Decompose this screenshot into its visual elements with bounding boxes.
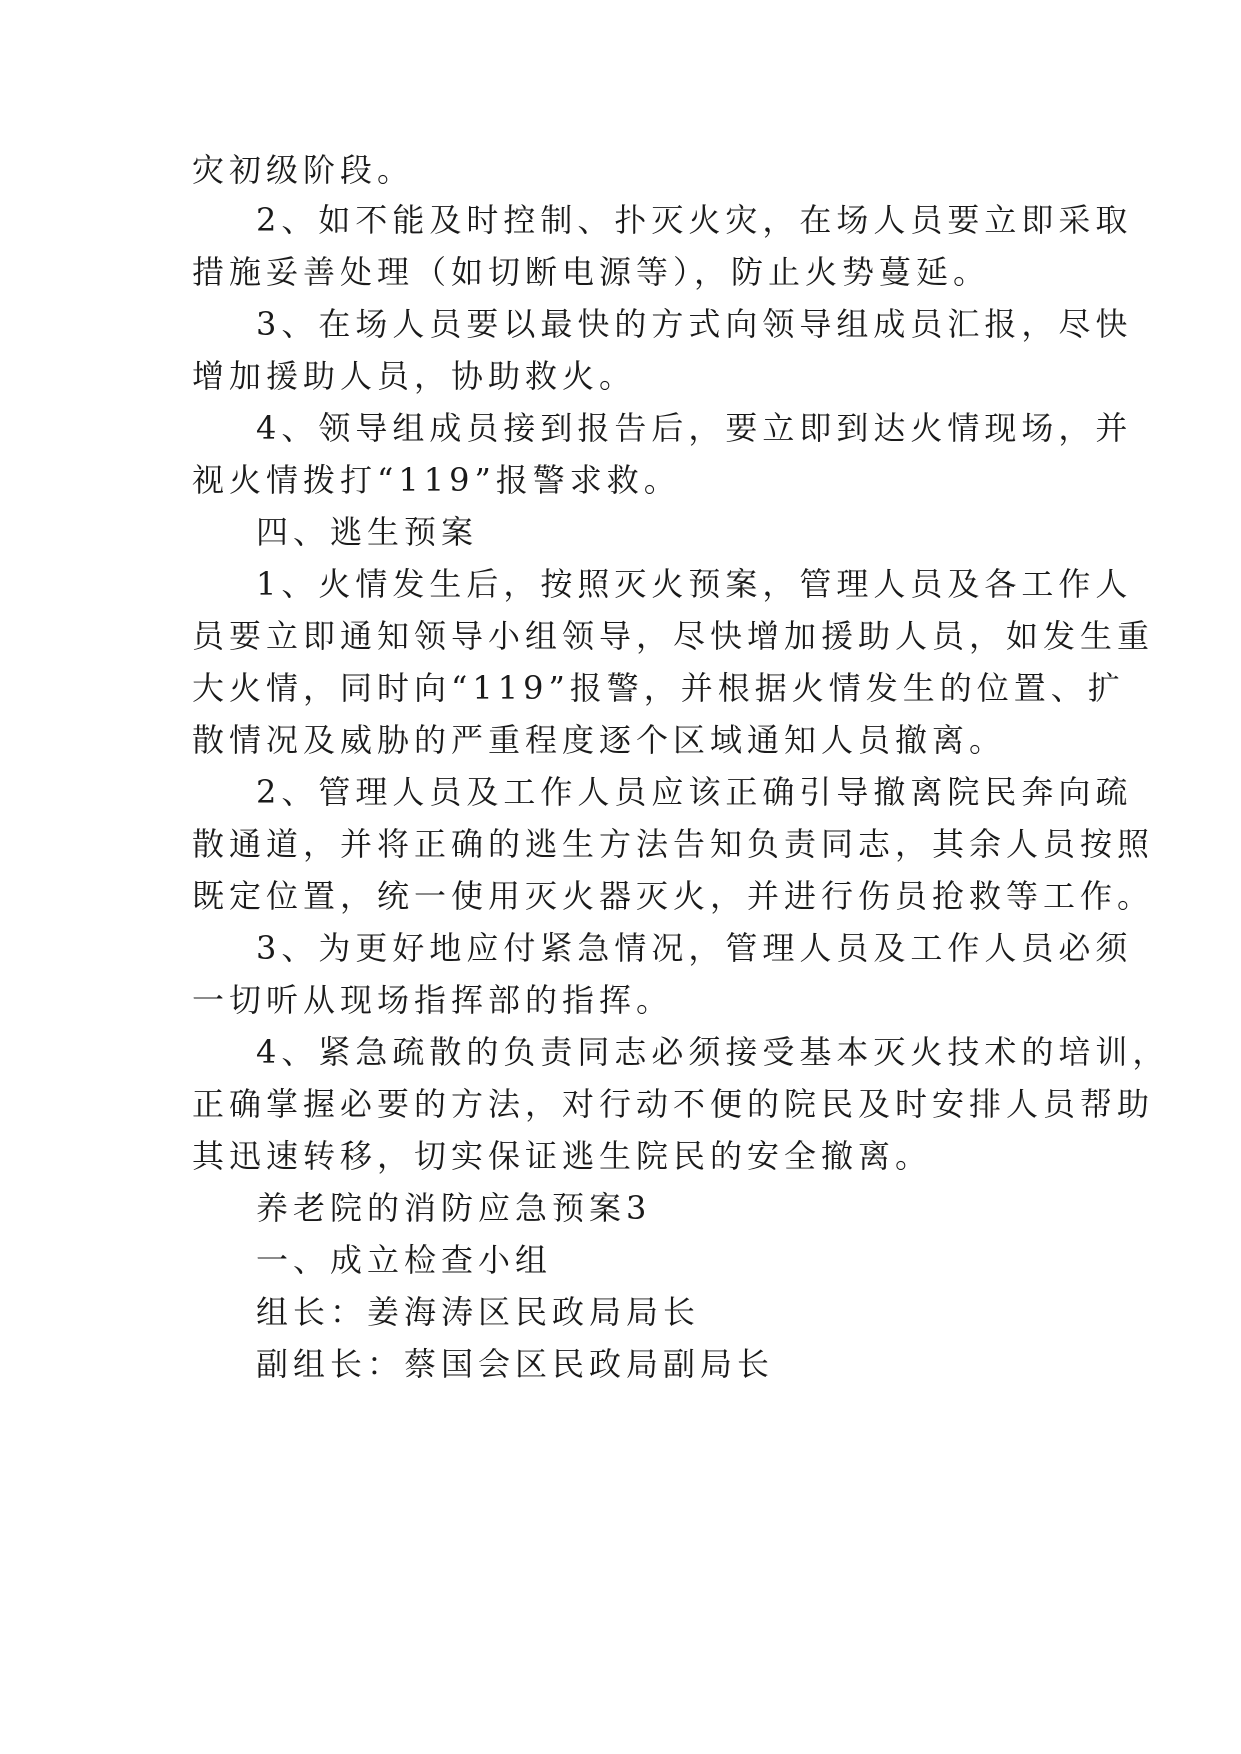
paragraph-line: 1、火情发生后，按照灭火预案，管理人员及各工作人 xyxy=(256,565,1133,603)
section-heading: 四、逃生预案 xyxy=(256,513,479,551)
paragraph-line: 正确掌握必要的方法，对行动不便的院民及时安排人员帮助 xyxy=(192,1085,1155,1123)
paragraph-line: 视火情拨打“119”报警求救。 xyxy=(192,461,681,499)
paragraph-line: 4、领导组成员接到报告后，要立即到达火情现场，并 xyxy=(256,409,1133,447)
paragraph-line: 其迅速转移，切实保证逃生院民的安全撤离。 xyxy=(192,1137,933,1175)
document-title: 养老院的消防应急预案3 xyxy=(256,1189,652,1227)
paragraph-line: 员要立即通知领导小组领导，尽快增加援助人员，如发生重 xyxy=(192,617,1155,655)
paragraph-line: 副组长：蔡国会区民政局副局长 xyxy=(256,1345,775,1383)
paragraph-line: 一切听从现场指挥部的指挥。 xyxy=(192,981,674,1019)
paragraph-line: 3、为更好地应付紧急情况，管理人员及工作人员必须 xyxy=(256,929,1133,967)
paragraph-line: 既定位置，统一使用灭火器灭火，并进行伤员抢救等工作。 xyxy=(192,877,1155,915)
paragraph-line: 散情况及威胁的严重程度逐个区域通知人员撤离。 xyxy=(192,721,1007,759)
paragraph-line: 2、管理人员及工作人员应该正确引导撤离院民奔向疏 xyxy=(256,773,1133,811)
paragraph-line: 3、在场人员要以最快的方式向领导组成员汇报，尽快 xyxy=(256,305,1133,343)
paragraph-line: 大火情，同时向“119”报警，并根据火情发生的位置、扩 xyxy=(192,669,1125,707)
paragraph-line: 散通道，并将正确的逃生方法告知负责同志，其余人员按照 xyxy=(192,825,1155,863)
section-heading: 一、成立检查小组 xyxy=(256,1241,553,1279)
paragraph-line: 灾初级阶段。 xyxy=(192,151,415,189)
paragraph-line: 组长：姜海涛区民政局局长 xyxy=(256,1293,701,1331)
paragraph-line: 2、如不能及时控制、扑灭火灾，在场人员要立即采取 xyxy=(256,201,1133,239)
paragraph-line: 增加援助人员，协助救火。 xyxy=(192,357,637,395)
paragraph-line: 4、紧急疏散的负责同志必须接受基本灭火技术的培训， xyxy=(256,1033,1170,1071)
paragraph-line: 措施妥善处理（如切断电源等），防止火势蔓延。 xyxy=(192,253,991,291)
